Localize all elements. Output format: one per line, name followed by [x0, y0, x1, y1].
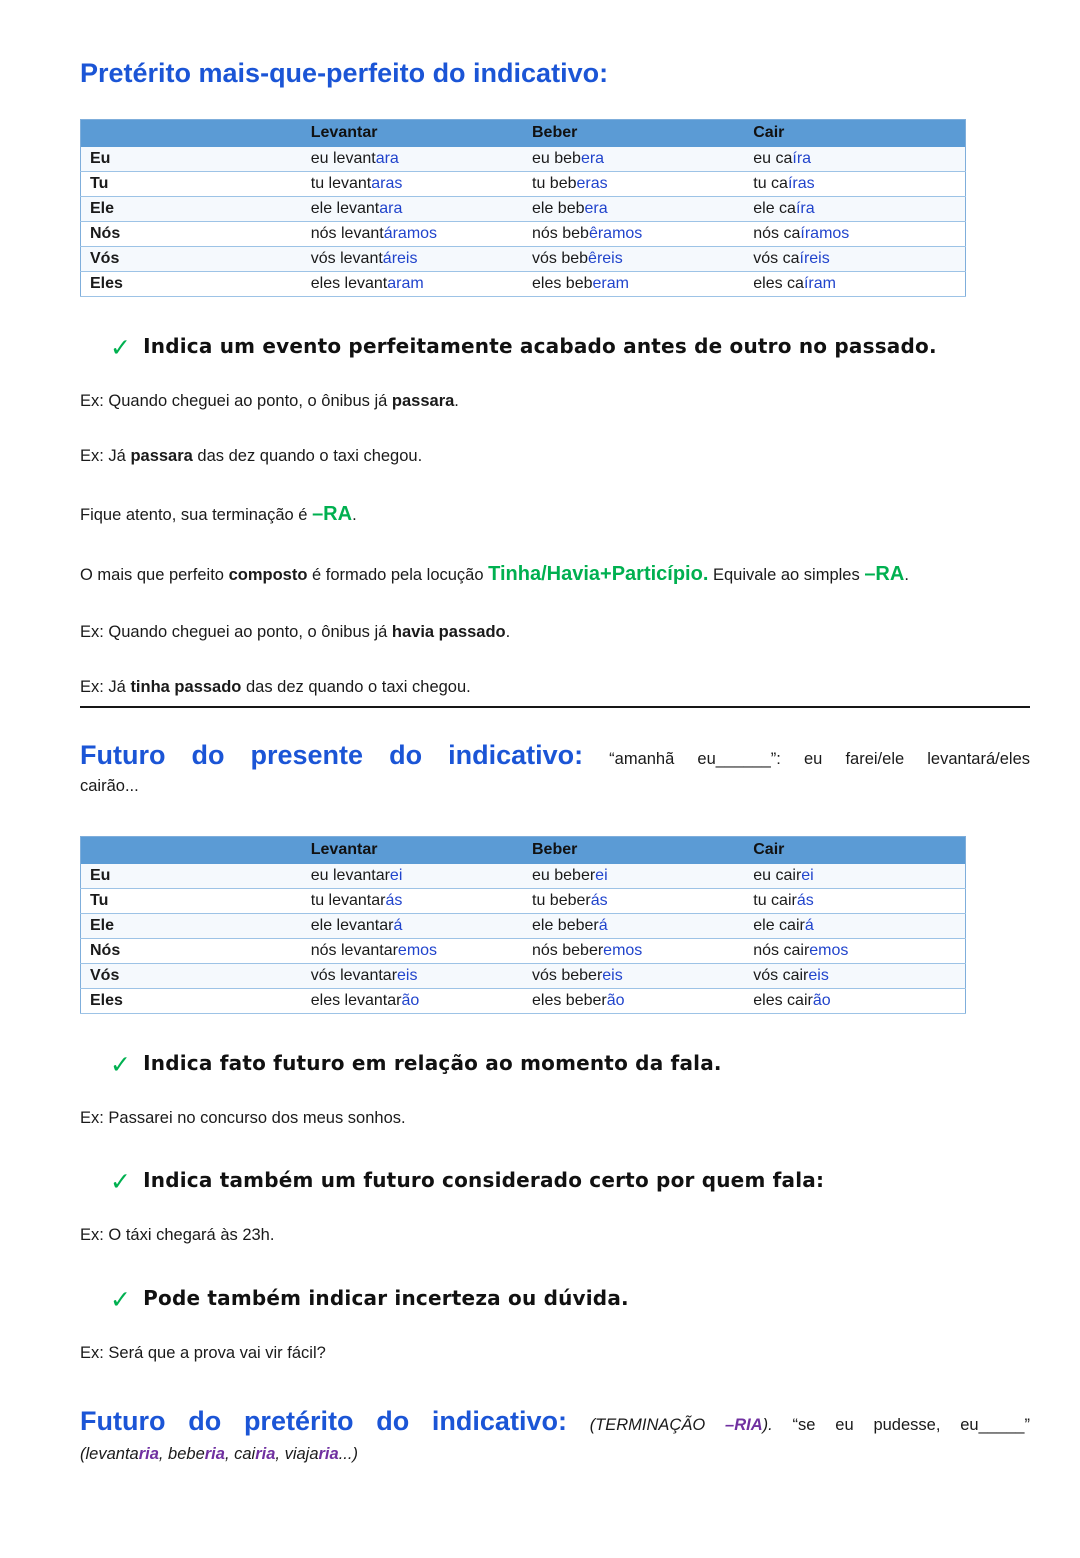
check-icon: ✓: [110, 1284, 132, 1314]
verb-stem: nós ca: [753, 225, 801, 242]
verb-stem: ele ca: [753, 200, 796, 217]
verb-ending: ás: [796, 892, 814, 910]
example-line: Ex: Passarei no concurso dos meus sonhos.: [80, 1109, 406, 1128]
verb-stem: tu beber: [532, 892, 591, 910]
verb-stem: nós beber: [532, 942, 604, 960]
text-run: passara: [130, 447, 193, 466]
bullet-point: [110, 333, 1030, 362]
bullet-text: Indica fato futuro em relação ao momento da fala.: [143, 1051, 722, 1076]
text-run: Tinha/Havia+Particípio.: [488, 562, 709, 585]
conjugation-cell: [523, 197, 744, 222]
verb-stem: ele cair: [753, 917, 805, 935]
verb-stem: vós cair: [753, 967, 809, 985]
verb-ending: emos: [397, 942, 438, 960]
verb-ending: áreis: [382, 250, 418, 267]
verb-ending: eras: [576, 175, 608, 192]
table-row: [81, 197, 966, 222]
conjugation-cell: [523, 889, 744, 914]
conjugation-cell: [744, 989, 965, 1014]
section3-title: [80, 1402, 1030, 1441]
verb-ending: ão: [606, 992, 625, 1010]
conjugation-cell: [523, 989, 744, 1014]
verb-ending: íramos: [800, 225, 850, 242]
verb-ending: aras: [371, 175, 403, 192]
conjugation-cell: [302, 172, 523, 197]
pronoun-cell: Vós: [81, 964, 302, 989]
example-line: [80, 445, 1030, 467]
verb-ending: emos: [809, 942, 849, 960]
verb-ending: era: [580, 149, 605, 167]
pronoun-cell: Nós: [81, 939, 302, 964]
text-run: Fique atento, sua terminação é: [80, 505, 313, 524]
verb-ending: áramos: [383, 225, 438, 242]
text-run: , cai: [224, 1445, 256, 1464]
conjugation-cell: [302, 939, 523, 964]
verb-ending: íra: [792, 149, 812, 167]
text-run: “amanhã eu______”: eu farei/ele levantará/eles: [609, 750, 1031, 769]
table-row: [81, 272, 966, 297]
conjugation-cell: [744, 914, 965, 939]
verb-stem: eu ca: [753, 149, 793, 167]
conjugation-cell: [523, 172, 744, 197]
verb-stem: eles cair: [753, 992, 813, 1010]
table-row: [81, 914, 966, 939]
text-run: , viaja: [275, 1445, 319, 1464]
verb-ending: á: [393, 917, 403, 935]
verb-stem: vós ca: [753, 250, 800, 267]
text-run: das dez quando o taxi chegou.: [241, 677, 471, 696]
check-icon: ✓: [110, 333, 132, 362]
text-run: O mais que perfeito: [80, 565, 229, 584]
conjugation-cell: [744, 864, 965, 889]
verb-ending: ão: [812, 992, 831, 1010]
verb-stem: vós levant: [310, 250, 383, 267]
verb-stem: eu levantar: [310, 866, 390, 884]
verb-ending: íras: [787, 175, 815, 192]
verb-stem: vós levantar: [310, 967, 398, 985]
verb-stem: eles levantar: [310, 992, 402, 1010]
verb-stem: eu beber: [532, 866, 596, 884]
verb-stem: eu cair: [753, 866, 802, 884]
conjugation-cell: [523, 939, 744, 964]
text-run: ria: [138, 1445, 159, 1464]
verb-ending: íreis: [799, 250, 830, 267]
verb-stem: eles ca: [753, 275, 804, 292]
conjugation-cell: [744, 147, 965, 172]
verb-ending: emos: [603, 942, 643, 960]
conjugation-cell: [523, 964, 744, 989]
conjugation-cell: [523, 222, 744, 247]
verb-stem: tu cair: [753, 892, 797, 910]
text-run: tinha passado: [130, 677, 242, 696]
example-line: Ex: Será que a prova vai vir fácil?: [80, 1343, 326, 1362]
verb-stem: eu levant: [310, 149, 376, 167]
pronoun-cell: Eles: [81, 272, 302, 297]
column-header: [81, 120, 302, 147]
example-line: [80, 676, 1030, 698]
text-run: ria: [318, 1445, 339, 1464]
verb-stem: nós levantar: [310, 942, 398, 960]
text-run: Futuro do pretérito do indicativo:: [80, 1406, 590, 1436]
text-run: ria: [204, 1445, 225, 1464]
conjugation-cell: [302, 147, 523, 172]
check-icon: ✓: [110, 1050, 132, 1080]
verb-ending: ei: [801, 866, 814, 884]
table-header-row: [81, 120, 966, 147]
text-run: Equivale ao simples: [708, 565, 865, 584]
column-header: Cair: [744, 120, 965, 147]
verb-ending: íram: [803, 275, 836, 292]
verb-stem: ele beber: [532, 917, 599, 935]
text-run: ...): [338, 1445, 358, 1464]
conjugation-cell: [744, 889, 965, 914]
verb-stem: tu ca: [753, 175, 788, 192]
conjugation-cell: [302, 222, 523, 247]
verb-stem: nós levant: [310, 225, 384, 242]
conjugation-cell: [302, 272, 523, 297]
conjugation-cell: [523, 864, 744, 889]
table-row: [81, 147, 966, 172]
text-run: (levanta: [80, 1445, 139, 1464]
section2-title-continuation: cairão...: [80, 777, 139, 796]
column-header: Levantar: [302, 120, 523, 147]
conjugation-cell: [744, 964, 965, 989]
text-run: composto: [228, 565, 308, 584]
verb-ending: ei: [595, 866, 608, 884]
section1-title: Pretérito mais-que-perfeito do indicativo:: [80, 58, 609, 88]
future-present-conjugation-table: [80, 836, 966, 1014]
text-run: passara: [391, 392, 455, 410]
verb-stem: tu levantar: [310, 892, 386, 910]
table-header-row: [81, 837, 966, 864]
text-run: , bebe: [158, 1445, 205, 1464]
pronoun-cell: Eles: [81, 989, 302, 1014]
pronoun-cell: Tu: [81, 889, 302, 914]
table-row: [81, 989, 966, 1014]
text-run: das dez quando o taxi chegou.: [192, 447, 423, 466]
column-header: Beber: [523, 837, 744, 864]
text-run: Ex: Já: [80, 447, 131, 466]
conjugation-cell: [302, 864, 523, 889]
example-line: [80, 390, 1030, 412]
column-header: Beber: [523, 120, 744, 147]
verb-stem: ele levant: [310, 200, 380, 217]
bullet-text: Pode também indicar incerteza ou dúvida.: [143, 1285, 629, 1310]
pronoun-cell: Tu: [81, 172, 302, 197]
verb-stem: eles beb: [532, 275, 593, 292]
conjugation-cell: [744, 197, 965, 222]
bullet-point: [110, 1285, 1030, 1314]
note-line: [80, 561, 1030, 588]
bullet-point: [110, 1167, 1030, 1196]
verb-stem: vós beber: [532, 967, 603, 985]
verb-stem: vós beb: [532, 250, 589, 267]
text-run: .: [454, 392, 459, 410]
verb-ending: era: [584, 200, 608, 217]
verb-stem: nós beb: [532, 225, 589, 242]
verb-ending: íra: [795, 200, 815, 217]
text-run: .: [352, 505, 357, 524]
table-row: [81, 222, 966, 247]
text-run: Ex: Quando cheguei ao ponto, o ônibus já: [80, 392, 392, 410]
conjugation-cell: [523, 147, 744, 172]
verb-ending: eis: [397, 967, 418, 985]
column-header: [81, 837, 302, 864]
verb-ending: êramos: [588, 225, 643, 242]
conjugation-cell: [302, 197, 523, 222]
conjugation-cell: [744, 222, 965, 247]
conjugation-cell: [744, 172, 965, 197]
verb-stem: eles beber: [532, 992, 607, 1010]
conjugation-cell: [523, 914, 744, 939]
verb-stem: ele levantar: [310, 917, 394, 935]
conjugation-cell: [523, 272, 744, 297]
text-run: .: [904, 565, 909, 584]
table-row: [81, 247, 966, 272]
verb-ending: ás: [385, 892, 403, 910]
conjugation-cell: [744, 272, 965, 297]
pronoun-cell: Eu: [81, 864, 302, 889]
verb-ending: ara: [379, 200, 403, 217]
table-row: [81, 939, 966, 964]
conjugation-cell: [302, 964, 523, 989]
verb-ending: eis: [602, 967, 623, 985]
text-run: (TERMINAÇÃO: [589, 1416, 726, 1434]
conjugation-cell: [523, 247, 744, 272]
conjugation-cell: [744, 247, 965, 272]
text-run: .: [505, 622, 511, 641]
bullet-text: Indica também um futuro considerado certo por quem fala:: [143, 1168, 825, 1193]
pronoun-cell: Vós: [81, 247, 302, 272]
text-run: Ex: Quando cheguei ao ponto, o ônibus já: [80, 622, 392, 641]
note-line: [80, 501, 1030, 528]
check-icon: ✓: [110, 1167, 132, 1197]
verb-ending: ão: [401, 992, 420, 1010]
table-row: [81, 964, 966, 989]
text-run: é formado pela locução: [307, 565, 489, 584]
section2-title: [80, 736, 1030, 775]
verb-ending: á: [804, 917, 814, 935]
verb-ending: êreis: [588, 250, 623, 267]
text-run: –RA: [312, 502, 353, 525]
text-run: “se eu pudesse, eu_____”: [772, 1416, 1030, 1434]
verb-ending: ás: [590, 892, 608, 910]
column-header: Cair: [744, 837, 965, 864]
verb-ending: á: [598, 917, 608, 935]
verb-stem: eles levant: [310, 275, 388, 292]
pluperfect-conjugation-table: [80, 119, 966, 297]
text-run: ria: [255, 1445, 276, 1464]
conjugation-cell: [302, 889, 523, 914]
verb-stem: tu levant: [310, 175, 372, 192]
verb-ending: eis: [808, 967, 829, 985]
conjugation-cell: [302, 914, 523, 939]
pronoun-cell: Eu: [81, 147, 302, 172]
verb-ending: ara: [375, 149, 399, 167]
conjugation-cell: [302, 247, 523, 272]
verb-ending: aram: [387, 275, 424, 292]
pronoun-cell: Ele: [81, 914, 302, 939]
divider: [80, 706, 1030, 708]
column-header: Levantar: [302, 837, 523, 864]
table-row: [81, 172, 966, 197]
text-run: Futuro do presente do indicativo:: [80, 740, 610, 771]
conjugation-cell: [302, 989, 523, 1014]
verb-stem: eu beb: [532, 149, 581, 167]
verb-examples-line: [80, 1443, 1030, 1465]
text-run: Ex: Já: [80, 677, 131, 696]
conjugation-cell: [744, 939, 965, 964]
bullet-text: Indica um evento perfeitamente acabado antes de outro no passado.: [143, 334, 937, 358]
verb-stem: ele beb: [532, 200, 585, 217]
verb-stem: tu beb: [532, 175, 577, 192]
example-line: [80, 621, 1030, 643]
verb-ending: ei: [389, 866, 403, 884]
pronoun-cell: Nós: [81, 222, 302, 247]
example-line: Ex: O táxi chegará às 23h.: [80, 1226, 275, 1245]
verb-ending: eram: [592, 275, 629, 292]
text-run: ).: [762, 1416, 773, 1434]
verb-stem: nós cair: [753, 942, 810, 960]
pronoun-cell: Ele: [81, 197, 302, 222]
text-run: –RA: [864, 562, 905, 585]
table-row: [81, 889, 966, 914]
bullet-point: [110, 1050, 1030, 1079]
text-run: –RIA: [725, 1416, 763, 1434]
text-run: havia passado: [391, 622, 506, 641]
table-row: [81, 864, 966, 889]
